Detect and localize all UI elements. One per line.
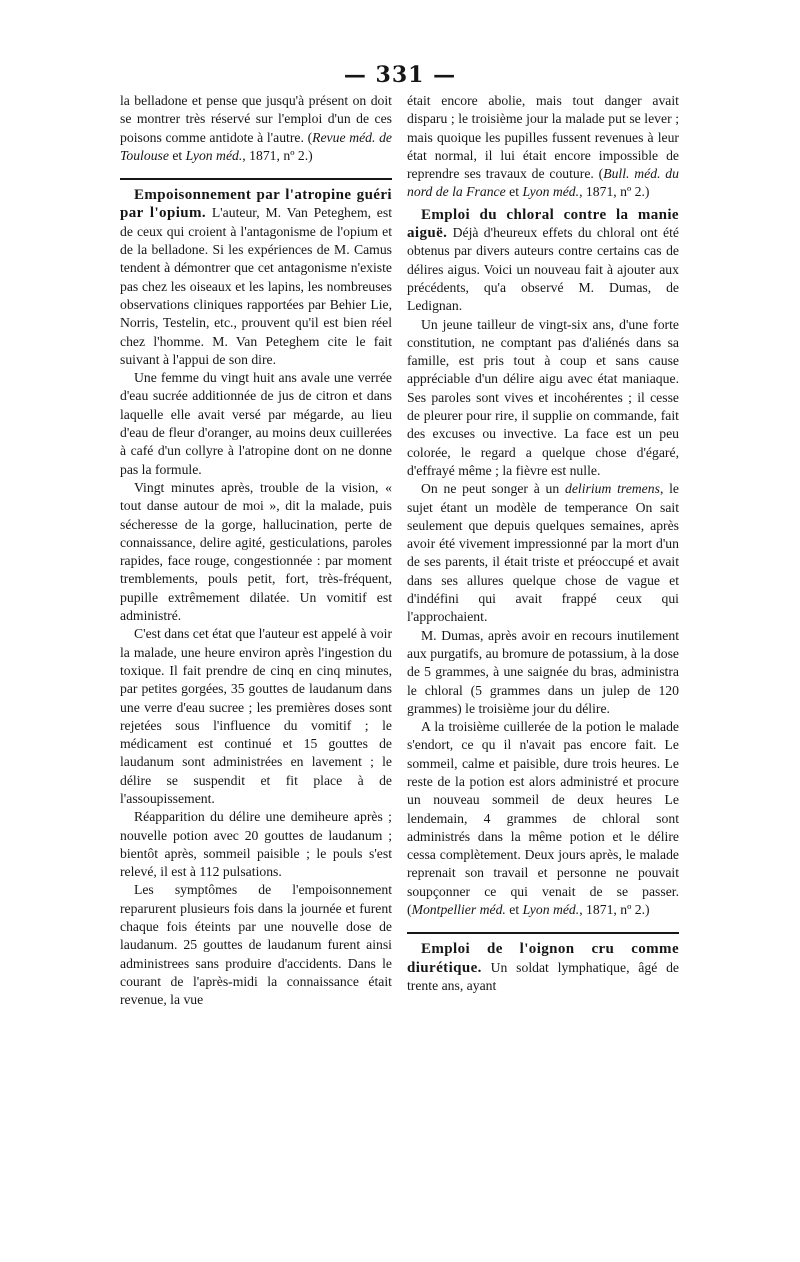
section-divider [120, 178, 392, 180]
paragraph: On ne peut songer à un delirium tremens, le sujet étant un modèle de temperance On sait seulement que depuis quelques semaines, après avoir été vivement impressionné par la mort d'un de ses parents, il était triste et préoccupé et avait dans ses allures quelque chose de vague et d'indéfini qui avait frappé ceux qui l'approchaient. [407, 481, 679, 625]
article-paragraph: Emploi de l'oignon cru comme diurétique. Un soldat lymphatique, âgé de trente ans, ayant [407, 941, 679, 993]
article-heading: Emploi de l'oignon cru comme diurétique. [407, 941, 679, 976]
paragraph: la belladone et pense que jusqu'à présent on doit se montrer très réservé sur l'emploi d'un de ces poisons comme antidote à l'autre. (Revue méd. de Toulouse et Lyon méd., 1871, nº 2.) [120, 93, 392, 163]
paragraph: M. Dumas, après avoir en recours inutilement aux purgatifs, au bromure de potassium, à la dose de 5 grammes, à une saignée du bras, administra le chloral (5 grammes dans un julep de 120 grammes) le troisième jour du délire. [407, 627, 679, 716]
page-number: — 331 — [343, 62, 457, 88]
article-paragraph: Emploi du chloral contre la manie aiguë. Déjà d'heureux effets du chloral ont été obtenus par divers auteurs contre certains cas de délires aigus. Voici un nouveau fait à ajouter aux précédents, qu'a observé M. Dumas, de Ledignan. [407, 206, 679, 314]
paragraph: Un jeune tailleur de vingt-six ans, d'une forte constitution, ne comptant pas d'aliénés dans sa famille, est pris tout à coup et sans cause appréciable d'un délire aigu avec état maniaque. Ses paroles sont vives et incohérentes ; il cesse de pleurer pour rire, il supplie on commande, fait des excuses ou invective. La face est un peu colorée, le regard a quelque chose d'égaré, d'effrayé même ; la fièvre est nulle. [407, 316, 679, 478]
paragraph: était encore abolie, mais tout danger avait disparu ; le troisième jour la malade put se lever ; mais quoique les pupilles fussent revenues à leur état normal, il lui était encore impossible de reprendre ses travaux de couture. (Bull. méd. du nord de la France et Lyon méd., 1871, nº 2.) [407, 93, 679, 200]
paragraph: Vingt minutes après, trouble de la vision, « tout danse autour de moi », dit la malade, puis sécheresse de la gorge, hallucination, perte de connaissance, delire agité, gesticulations, paroles rapides, face rouge, congestionnée : par moment tremblements, pouls petit, fort, très-fréquent, pupille extrêmement dilatée. Un vomitif est administré. [120, 479, 392, 624]
paragraph: Une femme du vingt huit ans avale une verrée d'eau sucrée additionnée de jus de citron et dans laquelle elle avait versé par mégarde, au lieu d'eau de fleur d'oranger, au moins deux cuillerées à café d'un collyre à l'atropine dont on ne donne pas la formule. [120, 370, 392, 477]
paragraph: C'est dans cet état que l'auteur est appelé à voir la malade, une heure environ après l'ingestion du toxique. Il fait prendre de cinq en cinq minutes, par petites gorgées, 35 gouttes de laudanum dans une verre d'eau sucree ; les premières doses sont rejetées sous l'influence du vomitif ; le médicament est continué et 15 gouttes de laudanum sont administrées en lavement ; le délire se suspendit et fit place à de l'assoupissement. [120, 626, 392, 806]
section-divider [407, 932, 679, 934]
paragraph: Les symptômes de l'empoisonnement reparurent plusieurs fois dans la journée et furent chaque fois éteints par une nouvelle dose de laudanum. 25 gouttes de laudanum furent ainsi administrees sans produire d'accidents. Dans le courant de l'après-midi la connaissance était revenue, la vue [120, 882, 392, 1008]
article-heading: Emploi du chloral contre la manie aiguë. [407, 206, 679, 242]
left-column [120, 92, 392, 1010]
article-paragraph: Empoisonnement par l'atropine guéri par l'opium. L'auteur, M. Van Peteghem, est de ceux qui croient à l'antagonisme de l'opium et de la belladone. Si les expériences de M. Camus tendent à démontrer que cet antagonisme n'existe pas chez les oiseaux et les lapins, les nombreuses observations cliniques rapportées par Behier Lie, Norris, Testelin, etc., prouvent qu'il est bien réel chez l'homme. M. Van Peteghem cite le fait suivant à l'appui de son dire. [120, 187, 392, 367]
paragraph: Réapparition du délire une demiheure après ; nouvelle potion avec 20 gouttes de laudanum ; bientôt après, sommeil paisible ; le pouls s'est relevé, il est à 112 pulsations. [120, 809, 392, 880]
right-column [407, 92, 679, 995]
article-heading: Empoisonnement par l'atropine guéri par l'opium. [120, 187, 392, 222]
paragraph: A la troisième cuillerée de la potion le malade s'endort, ce qu il n'avait pas encore fait. Le sommeil, calme et paisible, dure trois heures. Le reste de la potion est alors administré et procure un nouveau sommeil de deux heures Le lendemain, 4 grammes de chloral sont administrés dans la même potion et le délire cessa complètement. Deux jours après, le malade reprenait son travail et personne ne pouvait soupçonner ce qui venait de se passer. (Montpellier méd. et Lyon méd., 1871, nº 2.) [407, 719, 679, 918]
